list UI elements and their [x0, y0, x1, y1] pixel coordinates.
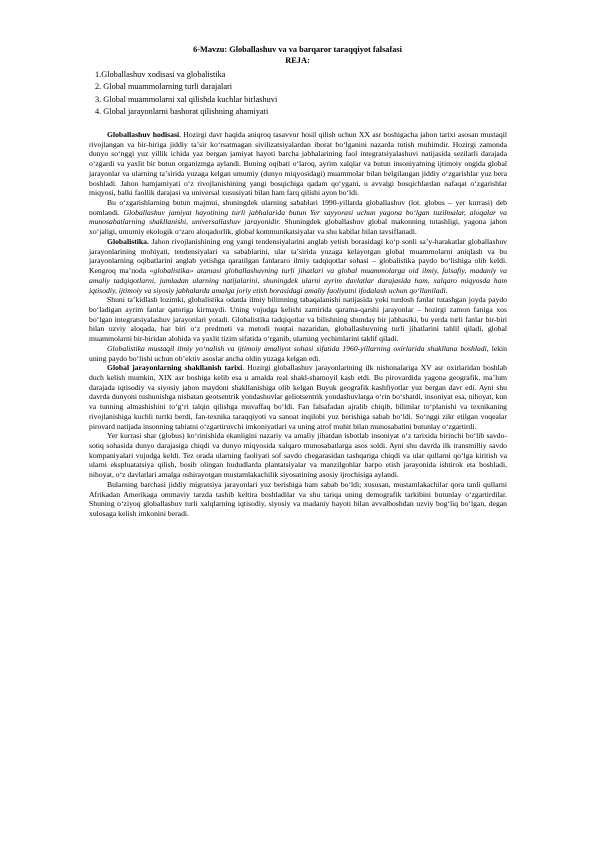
- paragraph-text: Shuningdek globallashuv global makonning tutashligi, yagona jahon xoʻjaligi, umumiy ekologik oʻzaro aloqadorlik, global kommunikatsiyalar va shu kabilar bilan tavsiflanadi.: [89, 217, 507, 237]
- paragraph-text: . Hozirgi davr haqida aniqroq tasavvur hosil qilish uchun XX asr boshigacha jahon tarixi asosan mustaqil rivojlangan va bir-biriga jiddiy taʼsir koʻrsatmagan sivilizatsiyalardan iborat boʻlganini nazarda tutish muhimdir. Hozirgi zamonda dunyo soʻnggi yuz yillik ichida yaz bergan jamiyat hayoti barcha jabhalarining faol integratsiyalashuvi natijasida sezilarli darajada oʻzgardi va yaxlit bir butun organizmga aylandi. Buning oqibati oʻlaroq, ayrim xalqlar va butun insoniyatning ijtimoiy ongida global jarayonlar va ularning taʼsirida yuzaga kelgan umumiy (dunyo miqyosidagi) muammolar bilan belgilangan jiddiy oʻzgarishlar yuz bera boshladi. Jahon hamjamiyati oʻz rivojlanishining yangi bosqichiga qadam qoʻygani, u avvalgi bosqichlardan nafaqat oʻzgarishlar miqyosi, balki faollik darajasi va universal xususiyati bilan ham farq qilishi ayon boʻldi.: [89, 130, 507, 198]
- plan-item: 2. Global muammolarning turli darajalari: [95, 82, 233, 92]
- section-term: Global jarayonlarning shakllanish tarixi: [107, 363, 243, 373]
- paragraph-text: Shuni taʼkidlash lozimki, globalistika odatda ilmiy bilimning tabaqalanishi natijasida yoki turdosh fanlar tutashgan joyda paydo boʻladigan ayrim fanlar qatoriga kirmaydi. Uning vujudga kelishi zamirida qarama-qarshi jarayonlar – hozirgi zamon faniga xos boʻlgan integratsiyalashuv jarayonlari yotadi. Globalistika tadqiqotlar va bilishning shunday bir jabhasiki, bu yerda turli fanlar bir-biri bilan uzviy aloqada, har biri oʻz predmeti va metodi nuqtai nazaridan, globallashuvning turli jihatlarini tahlil qiladi, global muammolarni bir-biridan alohida va yaxlit tizim sifatida oʻrganib, ularning yechimlarini taklif qiladi.: [89, 295, 507, 344]
- paragraph-globe-trade: [89, 431, 507, 480]
- definition-italic: «globalistika» atamasi globallashuvning turli jihatlari va global muammolarga oid ilmiy, falsafiy, madaniy va amaliy tadqiqotlarni, jumladan ularning natijalarini, shuningdek ularni ayrim davlatlar darajasida ham, xalqaro miqyosda ham iqtisodiy, ijtimoiy va siyosiy jabhalarda amalga joriy etish borasidagi amaliy faoliyatni ifodalash uchun qoʻllaniladi.: [89, 266, 507, 295]
- plan-item: 1.Globallashuv xodisasi va globalistika: [95, 70, 226, 79]
- paragraph-text: Bularning barchasi jiddiy migratsiya jarayonlari yuz berishiga ham sabab boʻldi; xususan, mustamlakachilar qora tanli qullarni Afrikadan Amerikaga ommaviy tarzda tashib keltira boshladilar va shu tariqa uning demografik tarkibini butunlay oʻzgartirdilar. Shuning oʻziyoq globallashuv turli xalqlarning iqtisodiy, siyosiy va madaniy hayoti bilan avvalboshdan uzviy bogʻliq boʻlgan, degan xulosaga kelish imkonini beradi.: [89, 479, 507, 519]
- section-term: Globalistika.: [107, 236, 149, 246]
- paragraph-history: [89, 363, 507, 431]
- paragraph-text: , lekin uning paydo boʻlishi uchun obʼektiv asoslar ancha oldin yuzaga kelgan edi.: [89, 343, 507, 363]
- paragraph-text: . Hozirgi globallashuv jarayonlarining ilk nishonalariga XV asr oxirlaridan boshlab duch kelish mumkin, XIX asr boshiga kelib esa u amalda real shakl-shamoyil kasb etdi. Bu pirovardida yagona geografik, maʼlum darajada iqtisodiy va siyosiy jahon maydoni shakllanishiga olib kelgan Buyuk geografik kashfiyotlar yuz bergan davr edi. Ayni shu davrda dunyoni tushunishga nisbatan geotsentrik yondashuvlar geliotsentrik yondashuvlarga oʻrin boʻshatdi, insoniyat esa, nihoyat, kun va tunning almashishini toʻgʻri talqin qilishga muvaffaq boʻldi. Fan falsafadan ajralib chiqib, bilimlar toʻplanishi va texnikaning rivojlanishiga kuchli turtki berdi, fan-texnika taraqqiyoti va sanoat inqilobi yuz berishiga sabab boʻldi. Soʻnggi zikr etilgan voqealar pirovard natijada insonning tabiatni oʻzgartiruvchi imkoniyatlari va uning atrof muhit bilan munosabatini butunlay oʻzgartirdi.: [89, 363, 507, 431]
- paragraph-definition: [89, 198, 507, 237]
- document-body: [89, 130, 507, 519]
- plan-item: 4. Global jarayonlarni bashorat qilishning ahamiyati: [95, 107, 269, 117]
- paragraph-globalistika-origin: [89, 344, 507, 363]
- plan-list: [95, 69, 277, 119]
- paragraph-text: Bu oʻzgarishlarning butun majmui, shuningdek ularning sabablari 1990-yillarda globallashuv (lot. globus – yer kurrasi) deb nomlandi.: [89, 198, 507, 217]
- paragraph-globalistika-nature: [89, 295, 507, 344]
- paragraph-text: Jahon rivojlanishining eng yangi tendensiyalarini anglab yetish borasidagi koʻp sonli saʼy-harakatlar globallashuv jarayonlarining mohiyati, tendensiyalari va sabablarini, ular taʼsirida yuzaga kelayotgan global muammolarni aniqlash va bu jarayonlarning oqibatlarini anglab yetishga qaratilgan fanlararo ilmiy tadqiqotlar sohasi – globalistika paydo boʻlishiga olib keldi. Kengroq maʼnoda: [89, 236, 507, 276]
- paragraph-globalistika: [89, 237, 507, 295]
- section-term: Globallashuv hodisasi: [107, 130, 180, 139]
- definition-italic: Globallashuv jamiyat hayotining turli jabhalarida butun Yer sayyorasi uchun yagona boʻlgan tuzilmalar, aloqalar va munosabatlarning shakllanishi, universallashuv jarayonidir.: [89, 207, 508, 227]
- plan-heading: REJA:: [285, 56, 310, 65]
- plan-item: 3. Global muammolarni xal qilishda kuchlar birlashuvi: [95, 94, 278, 104]
- document-title: 6-Mavzu: Globallashuv va va barqaror taraqqiyot falsafasi: [193, 45, 402, 54]
- paragraph-migration: [89, 480, 507, 519]
- paragraph-text: Yer kurrasi shar (globus) koʻrinishida ekanligini nazariy va amaliy jihatdan isbotlab insoniyat oʻz tarixida birinchi boʻlib savdo-sotiq sohasida dunyo darajasiga chiqdi va dunyo miqyosida xalqaro munosabatlarga asos soldi. Ayni shu davrda ilk transmilliy savdo kompaniyalari vujudga keldi. Tez orada ularning faoliyati sof savdo chegarasidan tashqariga chiqdi va ular qullarni qoʻlga kiritish va ularni ekspluatatsiya qilish, bosib olingan hududlarda plantatsiyalar va manzilgohlar barpo etish jarayonida ishtirok eta boshladi, nihoyat, oʻz davlatlari amalga oshirayotgan mustamlakachilik siyosatining asosiy ijrochisiga aylandi.: [89, 431, 507, 480]
- paragraph-globallashuv-hodisasi: [89, 130, 507, 198]
- definition-italic: Globalistika mustaqil ilmiy yoʻnalish va ijtimoiy amaliyot sohasi sifatida 1960-yillarning oxirlarida shakllana boshladi: [107, 343, 487, 353]
